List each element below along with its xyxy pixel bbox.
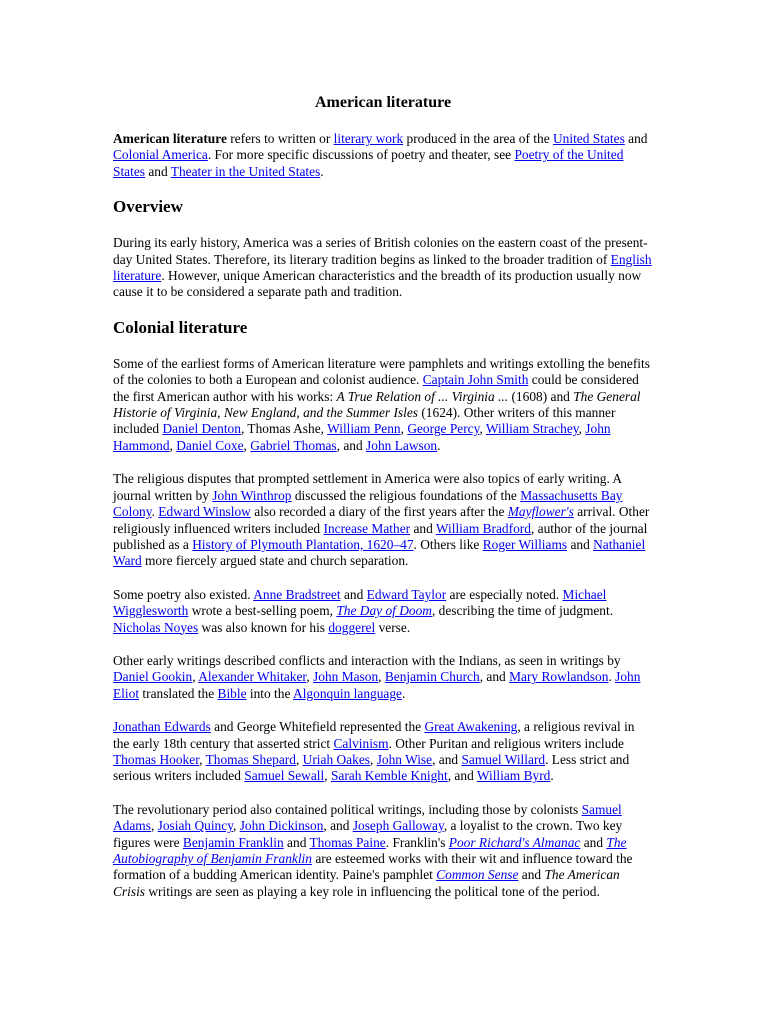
colonial-paragraph-1	[113, 356, 653, 454]
intro-term: American literature	[113, 131, 227, 146]
text: .	[402, 685, 406, 701]
text: and	[145, 163, 171, 179]
text: discussed the religious foundations of the	[291, 487, 521, 503]
link-daniel-coxe[interactable]: Daniel Coxe	[176, 437, 244, 453]
text: , Thomas Ashe,	[240, 421, 328, 437]
link-daniel-gookin[interactable]: Daniel Gookin	[113, 669, 193, 685]
text: and	[283, 834, 310, 850]
work-title: A True Relation of ... Virginia ...	[336, 388, 509, 404]
link-united-states[interactable]: United States	[553, 131, 625, 146]
link-william-penn[interactable]: William Penn	[327, 421, 401, 437]
link-the-day-of-doom[interactable]	[336, 603, 432, 618]
link-edward-taylor[interactable]: Edward Taylor	[366, 586, 447, 602]
intro-paragraph	[113, 131, 653, 180]
colonial-paragraph-3	[113, 587, 653, 636]
link-john-mason[interactable]: John Mason	[313, 669, 379, 685]
link-common-sense-text: Common Sense	[436, 867, 519, 883]
link-colonial-america[interactable]: Colonial America	[113, 147, 208, 163]
heading-overview: Overview	[113, 197, 183, 217]
text: wrote a best-selling poem,	[188, 603, 337, 619]
text: Some of the earliest forms of American literature were pamphlets and writings extolling the benefits of the colonies to both a European and colonist audience.	[113, 355, 650, 388]
link-john-dickinson[interactable]: John Dickinson	[239, 818, 324, 834]
text: ,	[169, 437, 177, 453]
link-anne-bradstreet[interactable]: Anne Bradstreet	[253, 586, 341, 602]
text: ,	[400, 421, 408, 437]
link-john-winthrop[interactable]: John Winthrop	[212, 487, 292, 503]
link-poetry-of-the-united-states[interactable]: Poetry of the United States	[113, 147, 624, 179]
text: During its early history, America was a series of British colonies on the eastern coast of the present-day United States. Therefore, its literary tradition begins as linked to the broader tradition of	[113, 235, 648, 267]
text: and	[567, 536, 594, 552]
text: and	[580, 834, 607, 850]
text: are esteemed works with their wit and influence toward the formation of a budding American identity. Paine's pamphlet	[113, 851, 633, 883]
link-english-literature[interactable]: English literature	[113, 251, 652, 284]
text: also recorded a diary of the first years after the	[250, 504, 508, 520]
text: The religious disputes that prompted settlement in America were also topics of early writing. A journal written by	[113, 471, 622, 503]
link-theater-in-the-united-states[interactable]: Theater in the United States	[170, 163, 321, 179]
link-nicholas-noyes[interactable]: Nicholas Noyes	[113, 619, 199, 635]
text: . Franklin's	[385, 834, 449, 850]
text: ,	[192, 669, 199, 685]
text: , and	[479, 669, 510, 685]
text: Some poetry also existed.	[113, 586, 254, 602]
text: , author of the journal published as a	[113, 520, 648, 552]
text: , and	[336, 437, 367, 453]
link-john-eliot[interactable]: John Eliot	[113, 669, 641, 701]
link-alexander-whitaker[interactable]: Alexander Whitaker	[198, 669, 307, 685]
text: ,	[243, 437, 251, 453]
link-poor-richards-almanac-text: Poor Richard's Almanac	[448, 834, 581, 850]
link-gabriel-thomas[interactable]: Gabriel Thomas	[250, 437, 337, 453]
text: ,	[324, 768, 331, 784]
link-william-strachey[interactable]: William Strachey	[485, 421, 579, 437]
text: . However, unique American characteristics and the breadth of its production usually now cause it to be considered a separate path and tradition.	[113, 268, 642, 300]
colonial-paragraph-4	[113, 653, 653, 702]
link-william-bradford[interactable]: William Bradford	[435, 520, 531, 536]
work-title: The American Crisis	[113, 867, 620, 899]
link-bible[interactable]: Bible	[217, 685, 247, 701]
colonial-paragraph-6	[113, 802, 653, 900]
link-samuel-sewall[interactable]: Samuel Sewall	[244, 768, 325, 784]
link-sarah-kemble-knight[interactable]: Sarah Kemble Knight	[330, 768, 448, 784]
text: (1624). Other writers of this manner included	[113, 405, 616, 437]
text: writings are seen as playing a key role in influencing the political tone of the period.	[145, 883, 600, 899]
text: arrival. Other religiously influenced writers included	[113, 504, 650, 536]
text: . Less strict and serious writers included	[113, 751, 630, 784]
text: produced in the area of the	[403, 131, 553, 146]
link-literary-work[interactable]: literary work	[333, 131, 404, 146]
page-title: American literature	[314, 94, 452, 111]
link-autobiography-text: The Autobiography of Benjamin Franklin	[113, 834, 627, 866]
text: and	[410, 520, 436, 536]
text: ,	[295, 751, 303, 767]
link-poor-richards-almanac[interactable]	[449, 835, 581, 850]
link-joseph-galloway[interactable]: Joseph Galloway	[352, 818, 444, 834]
heading-colonial-literature: Colonial literature	[113, 317, 248, 337]
link-jonathan-edwards[interactable]: Jonathan Edwards	[113, 719, 211, 735]
link-benjamin-franklin[interactable]: Benjamin Franklin	[182, 834, 284, 850]
colonial-paragraph-5	[113, 719, 653, 785]
text: , and	[323, 818, 353, 834]
text: and George Whitefield represented the	[210, 719, 425, 735]
link-samuel-willard[interactable]: Samuel Willard	[461, 751, 546, 767]
text: and	[624, 131, 648, 146]
work-title: The General Historie of Virginia, New England, and the Summer Isles	[113, 388, 641, 421]
link-john-lawson[interactable]: John Lawson	[366, 437, 438, 453]
link-mary-rowlandson[interactable]: Mary Rowlandson	[509, 669, 609, 685]
link-common-sense[interactable]	[436, 867, 518, 882]
text: .	[550, 768, 554, 784]
link-benjamin-church[interactable]: Benjamin Church	[384, 669, 480, 685]
text: ,	[378, 669, 385, 685]
link-calvinism[interactable]: Calvinism	[333, 735, 389, 751]
link-thomas-shepard[interactable]: Thomas Shepard	[205, 751, 296, 767]
text: .	[320, 163, 324, 179]
text: .	[437, 437, 441, 453]
text: , describing the time of judgment.	[431, 603, 614, 619]
text: into the	[246, 685, 294, 701]
text: ,	[199, 751, 206, 767]
link-george-percy[interactable]: George Percy	[407, 421, 480, 437]
text: was also known for his	[198, 619, 329, 635]
text: (1608) and	[508, 388, 574, 404]
link-mayflower-text: Mayflower's	[507, 504, 574, 520]
link-josiah-quincy[interactable]: Josiah Quincy	[157, 818, 234, 834]
link-thomas-hooker[interactable]: Thomas Hooker	[113, 751, 200, 767]
link-edward-winslow[interactable]: Edward Winslow	[158, 504, 251, 520]
text: ,	[369, 751, 377, 767]
link-samuel-adams[interactable]: Samuel Adams	[113, 801, 622, 834]
article	[113, 93, 653, 917]
link-nathaniel-ward[interactable]: Nathaniel Ward	[113, 536, 646, 569]
link-history-of-plymouth-plantation[interactable]: History of Plymouth Plantation, 1620–47	[192, 536, 414, 552]
text: , a loyalist to the crown. Two key figures were	[113, 818, 623, 850]
text: Other early writings described conflicts and interaction with the Indians, as seen in writings by	[113, 652, 621, 668]
text: and	[518, 867, 545, 883]
text: The revolutionary period also contained political writings, including those by colonists	[113, 801, 582, 817]
text: translated the	[139, 685, 218, 701]
link-roger-williams[interactable]: Roger Williams	[482, 536, 568, 552]
text: and	[340, 586, 367, 602]
text: , and	[432, 751, 462, 767]
text: ,	[479, 421, 486, 437]
link-great-awakening[interactable]: Great Awakening	[424, 719, 518, 735]
link-the-day-of-doom-text: The Day of Doom	[336, 603, 432, 619]
link-massachusetts-bay-colony[interactable]: Massachusetts Bay Colony	[113, 487, 623, 520]
text: , and	[447, 768, 477, 784]
text: .	[608, 669, 616, 685]
link-thomas-paine[interactable]: Thomas Paine	[309, 834, 386, 850]
text: more fiercely argued state and church separation.	[141, 553, 409, 569]
text: ,	[306, 669, 314, 685]
link-john-wise[interactable]: John Wise	[376, 751, 433, 767]
text: . Others like	[413, 536, 483, 552]
link-mayflower[interactable]	[508, 504, 574, 519]
link-doggerel[interactable]: doggerel	[328, 619, 376, 635]
text: verse.	[375, 619, 411, 635]
link-captain-john-smith[interactable]: Captain John Smith	[422, 372, 529, 388]
text: . For more specific discussions of poetry and theater, see	[207, 147, 515, 163]
text: ,	[150, 818, 158, 834]
text: refers to written or	[226, 131, 334, 146]
text: , a religious revival in the early 18th century that asserted strict	[113, 719, 635, 751]
link-algonquin-language[interactable]: Algonquin language	[293, 685, 402, 701]
text: ,	[233, 818, 240, 834]
link-john-hammond[interactable]: John Hammond	[113, 421, 611, 453]
text: . Other Puritan and religious writers include	[388, 735, 624, 751]
link-increase-mather[interactable]: Increase Mather	[323, 520, 411, 536]
link-daniel-denton[interactable]: Daniel Denton	[162, 421, 241, 437]
text: ,	[578, 421, 586, 437]
link-uriah-oakes[interactable]: Uriah Oakes	[302, 751, 370, 767]
overview-paragraph	[113, 235, 653, 301]
link-michael-wigglesworth[interactable]: Michael Wigglesworth	[113, 586, 607, 619]
link-william-byrd[interactable]: William Byrd	[476, 768, 551, 784]
text: are especially noted.	[446, 586, 563, 602]
text: could be considered the first American author with his works:	[113, 372, 639, 404]
colonial-paragraph-2	[113, 471, 653, 569]
text: .	[151, 504, 159, 520]
